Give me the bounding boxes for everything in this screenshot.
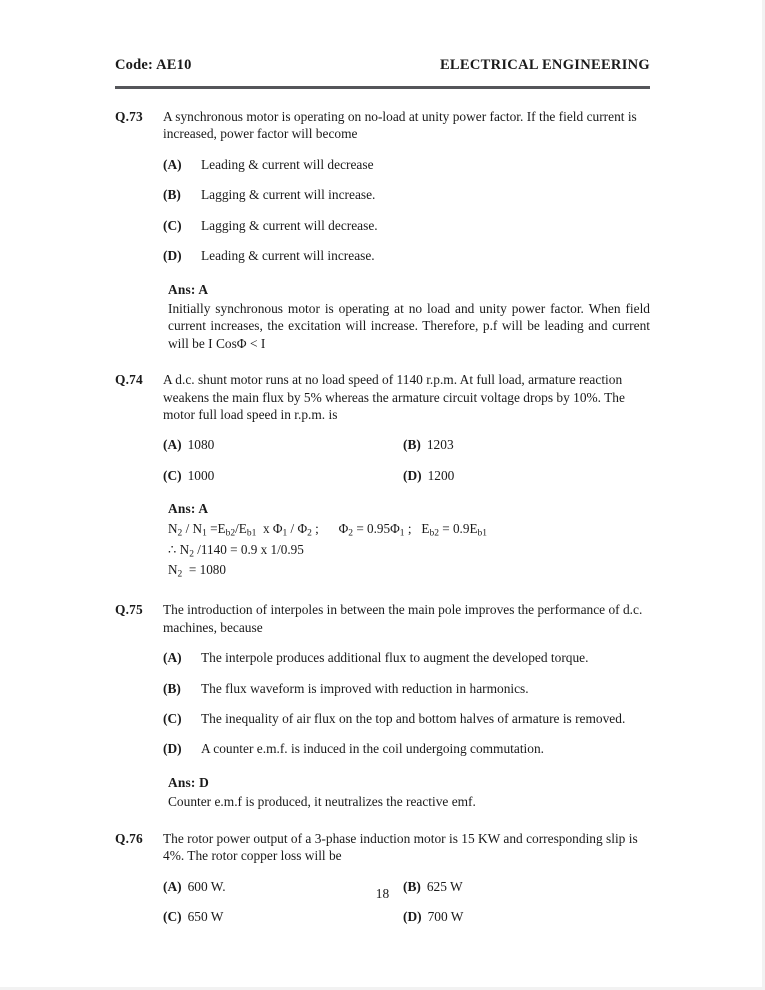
- question-text: A d.c. shunt motor runs at no load speed of 1140 r.p.m. At full load, armature reaction weakens the main flux by 5% whereas the armature circuit voltage drops by 10%. The motor full load speed in r.p.m. is: [163, 372, 625, 423]
- option-cell[interactable]: [163, 908, 403, 925]
- page-content: [115, 57, 650, 925]
- option-letter: (C): [163, 711, 182, 727]
- page-number: 18: [375, 886, 390, 901]
- question-number: Q.74: [115, 372, 143, 388]
- answer-label: Ans: A: [168, 501, 209, 517]
- answer-body: Initially synchronous motor is operating at no load and unity power factor. When field current increases, the excitation will increase. Therefore, p.f will be leading and current will be I CosΦ < I: [168, 300, 650, 351]
- paper-subject: ELECTRICAL ENGINEERING: [439, 57, 650, 73]
- question-q76: [115, 830, 650, 865]
- answer-block: [168, 281, 650, 353]
- option-letter: (B): [403, 437, 421, 453]
- option-row[interactable]: [163, 156, 650, 173]
- option-cell[interactable]: [403, 467, 650, 484]
- option-letter: (A): [163, 650, 182, 666]
- option-text: The flux waveform is improved with reduction in harmonics.: [201, 680, 529, 696]
- option-letter: (D): [403, 908, 422, 924]
- options-grid: [163, 436, 650, 484]
- answer-label: Ans: D: [168, 774, 210, 790]
- option-cell[interactable]: [163, 436, 403, 453]
- option-row[interactable]: [163, 247, 650, 264]
- options-list: [163, 156, 650, 265]
- question-q74: [115, 371, 650, 423]
- answer-block: [168, 774, 650, 811]
- answer-math: [168, 520, 650, 583]
- option-letter: (B): [163, 680, 181, 696]
- question-number: Q.76: [115, 830, 143, 846]
- option-row[interactable]: [163, 680, 650, 697]
- option-letter: (D): [403, 467, 422, 483]
- option-letter: (A): [163, 437, 182, 453]
- options-list: [163, 649, 650, 758]
- option-letter: (B): [403, 878, 421, 894]
- option-value: 1000: [187, 467, 215, 483]
- paper-code: Code: AE10: [115, 57, 192, 73]
- option-letter: (C): [163, 467, 182, 483]
- option-cell[interactable]: [403, 436, 650, 453]
- option-row: [163, 467, 650, 484]
- option-value: 625 W: [426, 878, 463, 894]
- page-header: [115, 57, 650, 74]
- option-value: 1080: [187, 437, 215, 453]
- question-text: The introduction of interpoles in between the main pole improves the performance of d.c. machines, because: [163, 602, 643, 635]
- option-text: Leading & current will decrease: [201, 156, 374, 172]
- option-row: [163, 436, 650, 453]
- option-text: A counter e.m.f. is induced in the coil undergoing commutation.: [201, 741, 545, 757]
- option-cell[interactable]: [163, 467, 403, 484]
- question-number: Q.75: [115, 602, 143, 618]
- option-text: Lagging & current will decrease.: [201, 217, 378, 233]
- math-line: ∴ $N_2$ /1140 = 0.9 x 1/0.95: [168, 541, 304, 559]
- option-text: The interpole produces additional flux to augment the developed torque.: [201, 650, 589, 666]
- question-text: The rotor power output of a 3-phase induction motor is 15 KW and corresponding slip is 4%. The rotor copper loss will be: [163, 830, 638, 864]
- math-line: $N_2 = 1080$: [168, 562, 226, 580]
- question-text: A synchronous motor is operating on no-load at unity power factor. If the field current is increased, power factor will become: [163, 109, 637, 142]
- question-q75: [115, 601, 650, 636]
- option-row[interactable]: [163, 740, 650, 757]
- option-row[interactable]: [163, 217, 650, 234]
- option-letter: (A): [163, 156, 182, 172]
- option-row[interactable]: [163, 186, 650, 203]
- answer-label: Ans: A: [168, 281, 209, 297]
- answer-body: Counter e.m.f is produced, it neutralizes the reactive emf.: [168, 794, 476, 810]
- option-value: 700 W: [427, 908, 464, 924]
- question-q73: [115, 108, 650, 143]
- answer-block: [168, 500, 650, 582]
- option-letter: (C): [163, 908, 182, 924]
- option-letter: (C): [163, 217, 182, 233]
- math-line: $N_2 / N_1 =E_{b2}/E_{b1}$ x $\Phi_1 / \Phi_2$ ; $\Phi_2 = 0.95\Phi_1$ ; $E_{b2} = 0.9E_{b1}$: [168, 520, 488, 539]
- option-letter: (A): [163, 878, 182, 894]
- option-letter: (B): [163, 187, 181, 203]
- header-divider: [115, 86, 650, 89]
- option-value: 600 W.: [187, 878, 226, 894]
- option-text: Lagging & current will increase.: [201, 187, 376, 203]
- option-value: 1200: [427, 467, 455, 483]
- option-cell[interactable]: [403, 908, 650, 925]
- option-value: 650 W: [187, 908, 224, 924]
- option-letter: (D): [163, 248, 182, 264]
- option-text: Leading & current will increase.: [201, 248, 375, 264]
- option-row: [163, 908, 650, 925]
- option-value: 1203: [426, 437, 454, 453]
- option-row[interactable]: [163, 710, 650, 727]
- questions-list: [115, 108, 650, 925]
- option-text: The inequality of air flux on the top and bottom halves of armature is removed.: [201, 711, 626, 727]
- option-row[interactable]: [163, 649, 650, 666]
- question-number: Q.73: [115, 109, 143, 124]
- option-letter: (D): [163, 741, 182, 757]
